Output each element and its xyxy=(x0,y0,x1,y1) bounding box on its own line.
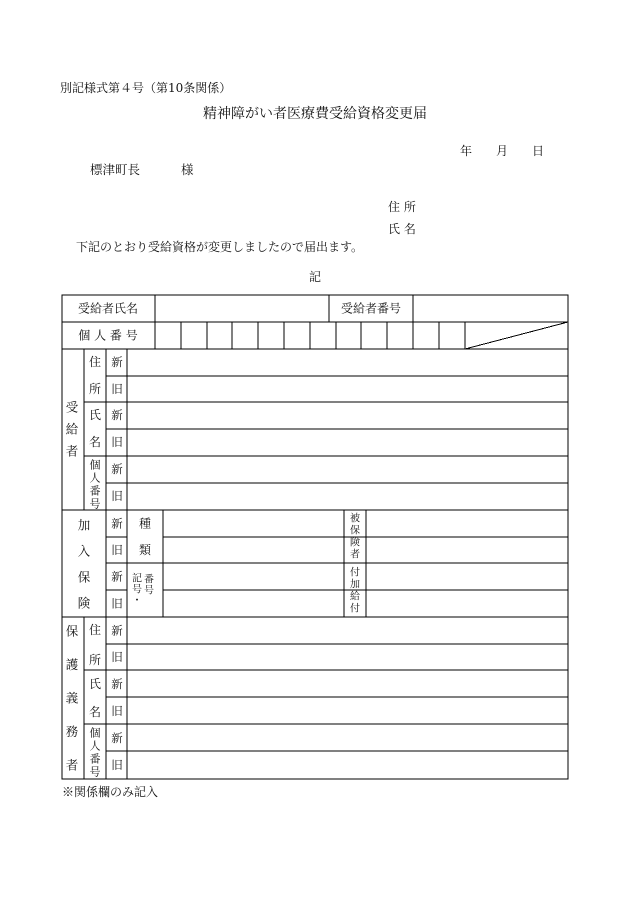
form-number: 別記様式第４号（第10条関係） xyxy=(60,81,232,95)
supplement-label: 付 xyxy=(350,567,360,579)
insurance-group-label: 険 xyxy=(77,595,91,611)
supplement-label: 付 xyxy=(350,603,360,615)
guardian-group-label: 務 xyxy=(65,724,79,739)
old-label: 旧 xyxy=(111,758,123,772)
kind-label: 類 xyxy=(138,543,152,557)
recipient-pnum-label: 個 xyxy=(89,458,101,472)
new-label: 新 xyxy=(111,516,123,531)
insured-label: 険 xyxy=(350,537,360,549)
supplement-label: 給 xyxy=(350,591,360,603)
supplement-label: 加 xyxy=(350,579,360,591)
new-label: 新 xyxy=(111,731,123,745)
guardian-group-label: 保 xyxy=(65,623,79,639)
old-label: 旧 xyxy=(111,435,123,449)
recipient-group-label: 受 xyxy=(65,399,79,415)
old-label: 旧 xyxy=(111,596,123,611)
footnote: ※関係欄のみ記入 xyxy=(62,785,159,799)
document-title: 精神障がい者医療費受給資格変更届 xyxy=(203,106,427,122)
guardian-address-label: 住 xyxy=(88,623,102,637)
recipient-name-change-label: 名 xyxy=(88,435,102,449)
intro-text: 下記のとおり受給資格が変更しましたので届出ます。 xyxy=(76,240,364,254)
bango-label: 番 xyxy=(144,574,154,586)
insured-label: 者 xyxy=(350,549,360,561)
recipient-name-label: 受給者氏名 xyxy=(77,301,139,316)
recipient-group-label: 者 xyxy=(65,443,79,459)
recipient-pnum-label: 号 xyxy=(89,497,101,511)
date-day-label: 日 xyxy=(532,144,545,158)
insured-label: 被 xyxy=(350,513,360,525)
recipient-pnum-label: 人 xyxy=(89,471,101,485)
old-label: 旧 xyxy=(111,489,123,503)
recipient-pnum-label: 番 xyxy=(89,484,101,498)
guardian-group-label: 護 xyxy=(65,657,79,672)
applicant-name-label: 氏 名 xyxy=(388,222,416,236)
guardian-pnum-label: 人 xyxy=(89,739,101,753)
insurance-group-label: 加 xyxy=(77,517,91,533)
guardian-pnum-label: 個 xyxy=(89,726,101,740)
recipient-group-label: 給 xyxy=(65,421,79,437)
guardian-pnum-label: 番 xyxy=(89,752,101,766)
kind-label: 種 xyxy=(138,516,152,531)
old-label: 旧 xyxy=(111,704,123,718)
date-month-label: 月 xyxy=(496,144,509,158)
recipient-address-label: 住 xyxy=(88,355,102,369)
kigo-label: 号 xyxy=(132,584,142,596)
guardian-pnum-label: 号 xyxy=(89,765,101,779)
recipient-number-label: 受給者番号 xyxy=(340,301,402,316)
guardian-name-label: 氏 xyxy=(88,677,102,691)
guardian-group-label: 者 xyxy=(65,757,79,773)
guardian-group-label: 義 xyxy=(65,690,79,706)
new-label: 新 xyxy=(111,408,123,422)
date-year-label: 年 xyxy=(460,144,473,158)
old-label: 旧 xyxy=(111,650,123,664)
old-label: 旧 xyxy=(111,543,123,557)
guardian-name-label: 名 xyxy=(88,705,102,719)
insured-label: 保 xyxy=(350,525,360,537)
new-label: 新 xyxy=(111,355,123,369)
new-label: 新 xyxy=(111,677,123,691)
applicant-address-label: 住 所 xyxy=(388,200,416,214)
new-label: 新 xyxy=(111,569,123,584)
guardian-address-label: 所 xyxy=(88,653,102,667)
ki-heading: 記 xyxy=(308,270,321,284)
new-label: 新 xyxy=(111,462,123,476)
insurance-group-label: 入 xyxy=(77,543,91,559)
insurance-group-label: 保 xyxy=(77,569,91,585)
bango-label: 号 xyxy=(144,585,154,597)
kigo-label: 記 xyxy=(132,573,142,585)
personal-number-label: 個 人 番 号 xyxy=(78,328,138,343)
new-label: 新 xyxy=(111,623,123,638)
kigo-label: ・ xyxy=(132,595,142,607)
honorific: 様 xyxy=(181,162,194,177)
recipient-name-change-label: 氏 xyxy=(88,408,102,422)
old-label: 旧 xyxy=(111,382,123,396)
addressee: 標津町長 xyxy=(90,162,141,177)
recipient-address-label: 所 xyxy=(88,382,102,396)
